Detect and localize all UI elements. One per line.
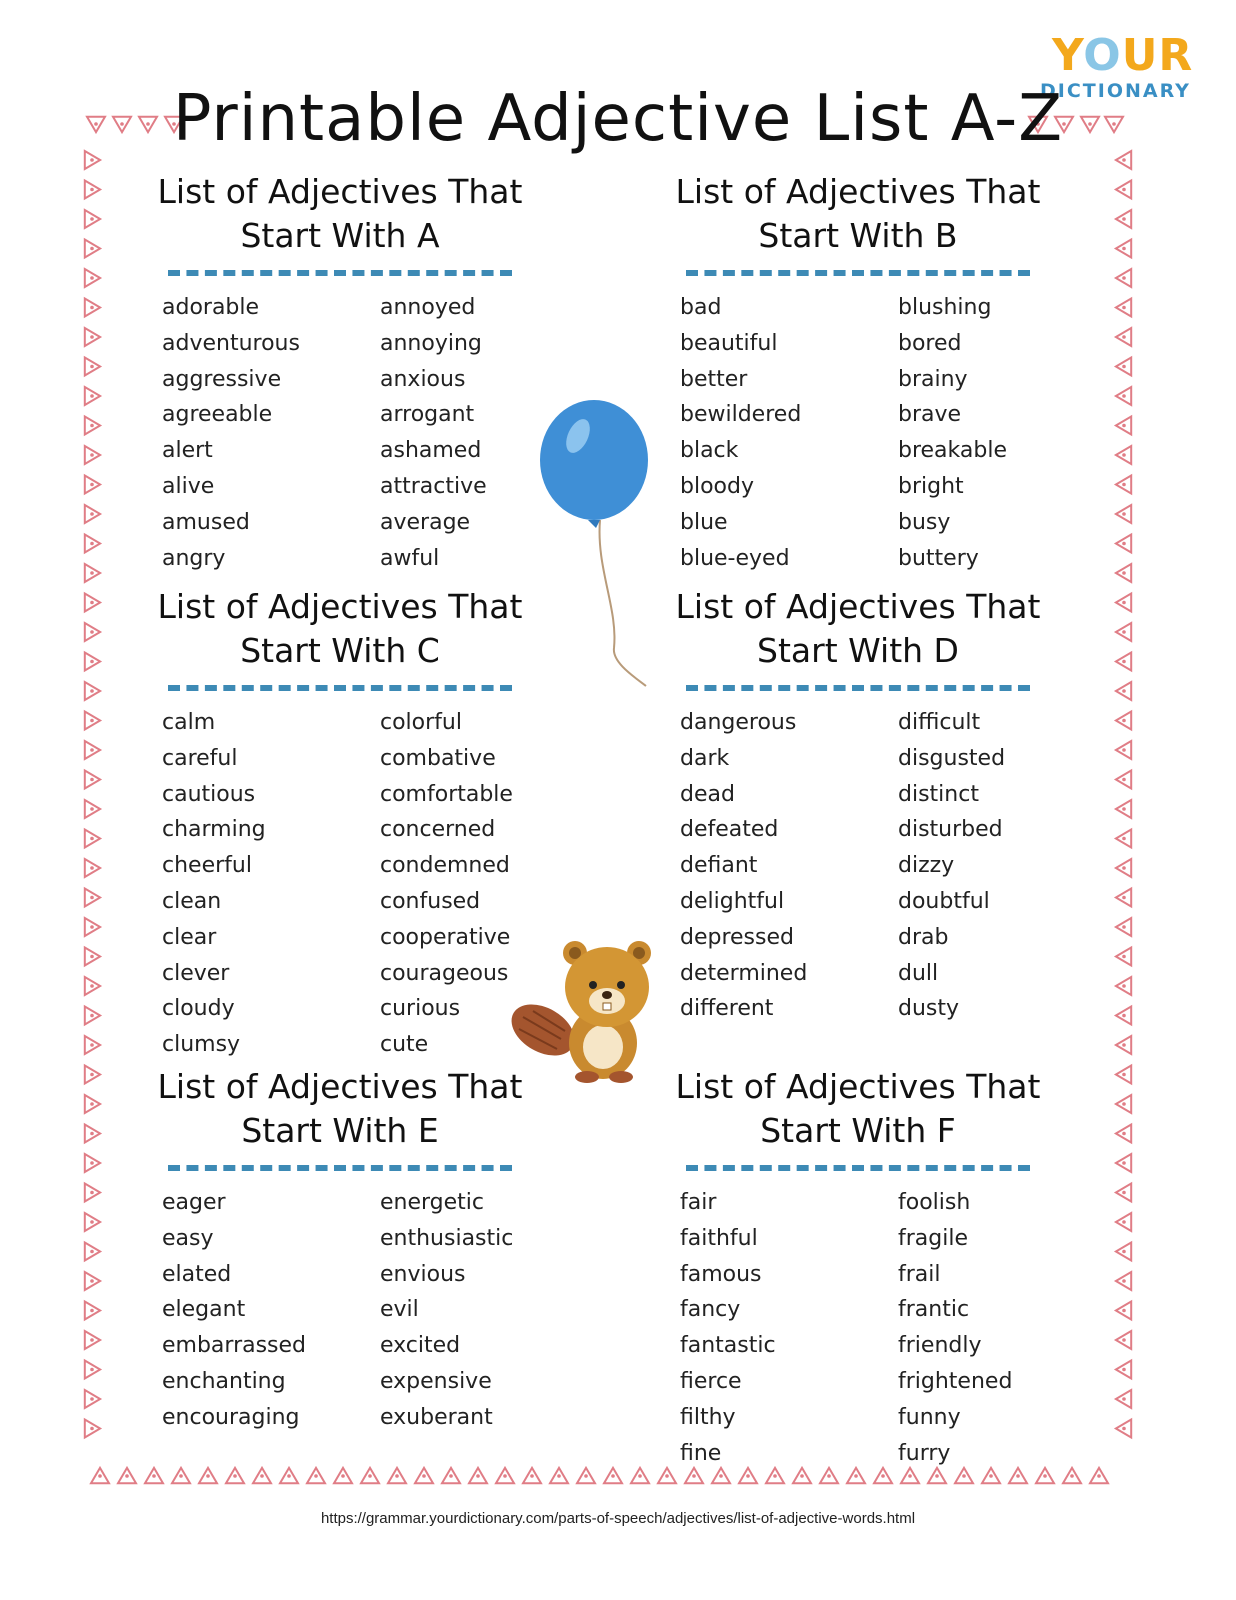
adjective-word: condemned (380, 853, 510, 879)
border-dot (1122, 1102, 1126, 1106)
adjective-word: defeated (680, 817, 779, 843)
border-dot (90, 217, 94, 221)
adjective-word: curious (380, 996, 461, 1022)
border-dot (1122, 571, 1126, 575)
border-dot (90, 1191, 94, 1195)
border-dot (90, 188, 94, 192)
adjective-word: courageous (380, 960, 509, 986)
border-dot (1122, 1220, 1126, 1224)
border-dot (1122, 453, 1126, 457)
border-dot (1122, 689, 1126, 693)
border-dot (90, 601, 94, 605)
border-dot (90, 1279, 94, 1283)
adjective-word: famous (680, 1261, 762, 1287)
adjective-word: dull (898, 960, 939, 986)
adjective-word: disgusted (898, 745, 1006, 771)
adjective-word: excited (380, 1333, 461, 1359)
border-dot (90, 660, 94, 664)
adjective-word: depressed (680, 924, 794, 950)
border-dot (1122, 335, 1126, 339)
border-dot (1122, 188, 1126, 192)
adjective-word: friendly (898, 1333, 982, 1359)
border-dot (1122, 748, 1126, 752)
adjective-word: bright (898, 473, 964, 499)
border-dot (90, 925, 94, 929)
adjective-word: determined (680, 960, 808, 986)
word-column-2 (380, 290, 487, 576)
word-list (658, 705, 1058, 1105)
border-dot (1122, 1191, 1126, 1195)
adjective-word: alert (162, 438, 213, 464)
border-dot (1122, 1014, 1126, 1018)
adjective-word: agreeable (162, 402, 273, 428)
word-column-2 (380, 705, 513, 1063)
adjective-word: distinct (898, 781, 979, 807)
adjective-word: awful (380, 545, 440, 571)
adjective-word: cloudy (162, 996, 235, 1022)
adjective-word: clever (162, 960, 230, 986)
border-dot (90, 1043, 94, 1047)
adjective-word: envious (380, 1261, 466, 1287)
adjective-word: dizzy (898, 853, 955, 879)
magnifier-icon: O (1083, 30, 1122, 81)
source-url[interactable]: https://grammar.yourdictionary.com/parts-of-speech/adjectives/list-of-adjective-words.html (320, 1510, 916, 1527)
adjective-word: annoyed (380, 295, 476, 320)
border-dot (90, 453, 94, 457)
border-dot (1122, 394, 1126, 398)
adjective-word: bewildered (680, 402, 802, 428)
border-dot (90, 571, 94, 575)
border-dot (125, 1474, 129, 1478)
adjective-word: blue (680, 509, 728, 535)
border-dot (90, 158, 94, 162)
adjective-word: concerned (380, 817, 496, 843)
border-dot (90, 689, 94, 693)
border-dot (1122, 306, 1126, 310)
border-dot (1122, 630, 1126, 634)
word-column-2 (380, 1185, 513, 1436)
section-title: List of Adjectives That Start With E (157, 1067, 523, 1150)
adjective-word: dark (680, 745, 730, 771)
adjective-word: calm (162, 710, 216, 735)
adjective-word: expensive (380, 1368, 492, 1394)
adjective-word: brainy (898, 366, 968, 392)
adjective-word: cheerful (162, 853, 252, 879)
border-dot (90, 1014, 94, 1018)
adjective-word: combative (380, 745, 496, 771)
border-dot (90, 542, 94, 546)
logo-your-text: YOUR (1052, 30, 1194, 81)
border-dot (1122, 158, 1126, 162)
adjective-word: fine (680, 1440, 722, 1466)
adjective-word: aggressive (162, 366, 282, 392)
adjective-word: black (680, 438, 739, 464)
adjective-word: blue-eyed (680, 545, 790, 571)
adjective-word: evil (380, 1297, 419, 1323)
adjective-word: bloody (680, 473, 754, 499)
adjective-word: charming (162, 817, 266, 843)
section-e (140, 1065, 540, 1585)
adjective-word: funny (898, 1404, 961, 1430)
adjective-word: confused (380, 888, 481, 914)
adjective-word: dangerous (680, 710, 797, 735)
border-dot (1122, 955, 1126, 959)
adjective-word: fancy (680, 1297, 741, 1323)
adjective-word: anxious (380, 366, 466, 392)
adjective-word: doubtful (898, 888, 990, 914)
border-dot (90, 276, 94, 280)
word-column-1 (162, 705, 266, 1063)
adjective-word: disturbed (898, 817, 1003, 843)
word-column-2 (898, 1185, 1012, 1471)
adjective-word: furry (898, 1440, 951, 1466)
section-d (658, 585, 1058, 1105)
word-column-1 (162, 290, 300, 576)
border-dot (1122, 1279, 1126, 1283)
adjective-word: cooperative (380, 924, 511, 950)
word-list (140, 705, 540, 1105)
page-title: Printable Adjective List A-Z (172, 82, 1064, 156)
adjective-word: average (380, 509, 471, 535)
border-dot (90, 1309, 94, 1313)
adjective-word: brave (898, 402, 962, 428)
section-f (658, 1065, 1058, 1585)
adjective-word: cute (380, 1032, 429, 1058)
adjective-word: encouraging (162, 1404, 300, 1430)
border-dot (90, 1220, 94, 1224)
adjective-word: busy (898, 509, 951, 535)
adjective-word: elegant (162, 1297, 246, 1323)
dashed-divider (168, 685, 512, 691)
adjective-word: exuberant (380, 1404, 493, 1430)
border-dot (1122, 483, 1126, 487)
border-dot (1122, 542, 1126, 546)
border-dot (90, 365, 94, 369)
border-dot (90, 1132, 94, 1136)
border-dot (1122, 1250, 1126, 1254)
word-column-1 (162, 1185, 306, 1436)
adjective-word: breakable (898, 438, 1007, 464)
border-dot (638, 1474, 642, 1478)
adjective-word: amused (162, 509, 250, 535)
border-dot (90, 778, 94, 782)
adjective-word: clear (162, 924, 217, 950)
adjective-word: adorable (162, 295, 260, 320)
border-dot (1122, 1132, 1126, 1136)
dashed-divider (168, 270, 512, 276)
adjective-word: enthusiastic (380, 1225, 514, 1251)
adjective-word: different (680, 996, 774, 1022)
border-dot (1122, 1043, 1126, 1047)
border-dot (90, 306, 94, 310)
adjective-word: filthy (680, 1404, 736, 1430)
adjective-word: frail (898, 1261, 941, 1287)
logo-dictionary-text: DICTIONARY (1040, 80, 1191, 102)
balloon-icon (538, 398, 658, 688)
border-dot (1122, 984, 1126, 988)
adjective-word: alive (162, 473, 215, 499)
border-dot (90, 837, 94, 841)
border-dot (90, 1250, 94, 1254)
section-title: List of Adjectives That Start With B (675, 172, 1041, 255)
border-dot (90, 247, 94, 251)
adjective-word: enchanting (162, 1368, 286, 1394)
adjective-word: arrogant (380, 402, 475, 428)
border-dot (1122, 1309, 1126, 1313)
word-column-1 (680, 290, 801, 576)
border-dot (90, 1073, 94, 1077)
adjective-word: comfortable (380, 781, 513, 807)
border-dot (1122, 217, 1126, 221)
border-dot (90, 630, 94, 634)
section-title: List of Adjectives That Start With C (157, 587, 523, 670)
border-dot (1097, 1474, 1101, 1478)
adjective-word: foolish (898, 1190, 971, 1215)
border-dot (90, 394, 94, 398)
border-dot (1122, 601, 1126, 605)
border-dot (584, 1474, 588, 1478)
border-dot (1122, 1427, 1126, 1431)
border-dot (1122, 1368, 1126, 1372)
word-column-2 (898, 705, 1005, 1027)
section-title: List of Adjectives That Start With D (675, 587, 1041, 670)
border-dot (90, 1397, 94, 1401)
adjective-word: adventurous (162, 330, 300, 356)
adjective-word: elated (162, 1261, 232, 1287)
adjective-word: clean (162, 888, 222, 914)
border-dot (90, 1161, 94, 1165)
border-dot (557, 1474, 561, 1478)
adjective-word: faithful (680, 1225, 758, 1251)
adjective-word: embarrassed (162, 1333, 307, 1359)
dashed-divider (686, 685, 1030, 691)
adjective-word: fair (680, 1190, 717, 1215)
border-dot (90, 896, 94, 900)
border-dot (1122, 807, 1126, 811)
border-dot (1122, 1073, 1126, 1077)
border-dot (90, 748, 94, 752)
adjective-word: ashamed (380, 438, 482, 464)
adjective-word: fragile (898, 1225, 968, 1251)
border-dot (1122, 276, 1126, 280)
word-column-1 (680, 705, 807, 1027)
adjective-word: defiant (680, 853, 758, 879)
adjective-word: easy (162, 1225, 214, 1251)
border-dot (1122, 424, 1126, 428)
border-dot (1122, 837, 1126, 841)
border-dot (98, 1474, 102, 1478)
adjective-word: dead (680, 781, 735, 807)
border-dot (1070, 1474, 1074, 1478)
border-dot (90, 719, 94, 723)
adjective-word: beautiful (680, 330, 778, 356)
adjective-word: frightened (898, 1368, 1013, 1394)
adjective-word: clumsy (162, 1032, 241, 1058)
border-dot (1122, 512, 1126, 516)
word-column-2 (898, 290, 1007, 576)
adjective-word: colorful (380, 710, 462, 735)
border-dot (90, 512, 94, 516)
section-title: List of Adjectives That Start With A (157, 172, 523, 255)
adjective-word: angry (162, 545, 226, 571)
adjective-word: fantastic (680, 1333, 776, 1359)
border-dot (1122, 1161, 1126, 1165)
border-dot (90, 807, 94, 811)
adjective-word: frantic (898, 1297, 970, 1323)
adjective-word: careful (162, 745, 238, 771)
adjective-word: eager (162, 1190, 226, 1215)
border-dot (1122, 365, 1126, 369)
border-dot (90, 1338, 94, 1342)
adjective-word: bad (680, 295, 722, 320)
adjective-word: buttery (898, 545, 979, 571)
adjective-word: delightful (680, 888, 785, 914)
border-dot (90, 866, 94, 870)
border-dot (90, 955, 94, 959)
border-dot (90, 335, 94, 339)
section-c (140, 585, 540, 1105)
border-dot (1122, 866, 1126, 870)
border-dot (1122, 778, 1126, 782)
adjective-word: dusty (898, 996, 960, 1022)
adjective-word: difficult (898, 710, 981, 735)
adjective-word: blushing (898, 295, 992, 320)
border-dot (1122, 1397, 1126, 1401)
border-dot (1122, 896, 1126, 900)
adjective-word: annoying (380, 330, 482, 356)
section-title: List of Adjectives That Start With F (675, 1067, 1041, 1150)
border-dot (90, 1368, 94, 1372)
border-dot (1122, 925, 1126, 929)
dashed-divider (168, 1165, 512, 1171)
border-dot (1122, 719, 1126, 723)
dashed-divider (686, 270, 1030, 276)
adjective-word: energetic (380, 1190, 485, 1215)
border-dot (90, 483, 94, 487)
word-column-1 (680, 1185, 776, 1471)
border-dot (90, 1427, 94, 1431)
border-dot (1122, 1338, 1126, 1342)
adjective-word: cautious (162, 781, 256, 807)
beaver-icon (505, 935, 665, 1085)
adjective-word: drab (898, 924, 949, 950)
border-dot (90, 984, 94, 988)
adjective-word: bored (898, 330, 962, 356)
adjective-word: fierce (680, 1368, 742, 1394)
border-dot (1122, 247, 1126, 251)
dashed-divider (686, 1165, 1030, 1171)
border-dot (611, 1474, 615, 1478)
border-dot (90, 424, 94, 428)
border-dot (90, 1102, 94, 1106)
border-dot (1122, 660, 1126, 664)
adjective-word: better (680, 366, 748, 392)
adjective-word: attractive (380, 473, 487, 499)
